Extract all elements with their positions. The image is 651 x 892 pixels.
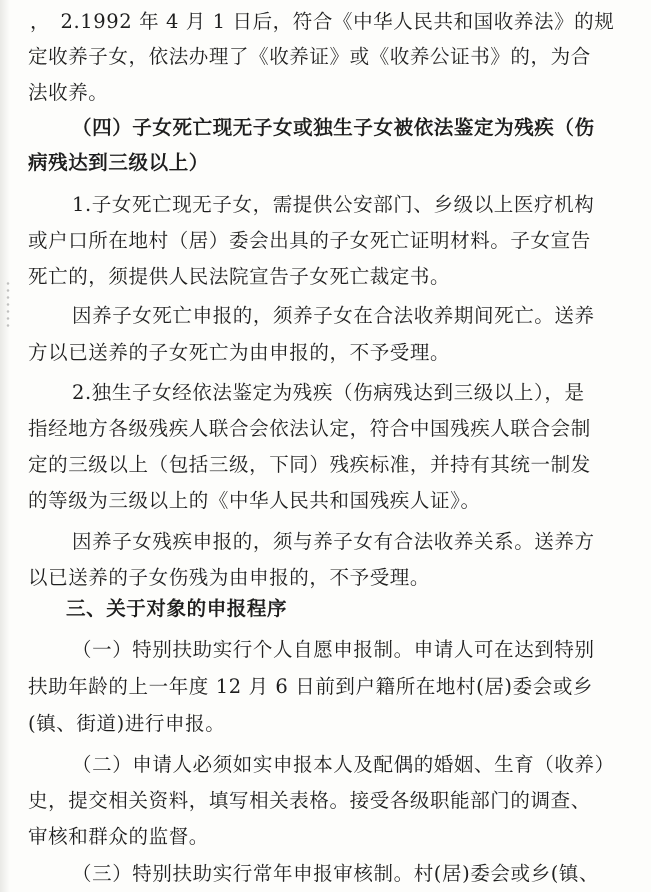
text-line-21: （二）申请人必须如实申报本人及配偶的婚姻、生育（收养） (72, 753, 615, 776)
text-line-3: 法收养。 (28, 81, 109, 104)
scan-edge-marks (6, 280, 10, 330)
section-heading-3: 三、关于对象的申报程序 (66, 597, 288, 620)
text-line-6: 1.子女死亡现无子女，需提供公安部门、乡级以上医疗机构 (72, 193, 595, 216)
text-line-20: (镇、街道)进行申报。 (28, 712, 226, 735)
section-heading-4-cont: 病残达到三级以上） (28, 151, 209, 174)
text-line-9: 因养子女死亡申报的，须养子女在合法收养期间死亡。送养 (72, 304, 595, 327)
text-line-1: ， 2.1992 年 4 月 1 日后，符合《中华人民共和国收养法》的规 (30, 10, 615, 33)
text-line-14: 的等级为三级以上的《中华人民共和国残疾人证》。 (28, 489, 481, 512)
text-line-12: 指经地方各级残疾人联合会依法认定，符合中国残疾人联合会制 (28, 417, 591, 440)
text-line-23: 审核和群众的监督。 (28, 825, 209, 848)
section-heading-4: （四）子女死亡现无子女或独生子女被依法鉴定为残疾（伤 (72, 116, 595, 139)
text-line-18: （一）特别扶助实行个人自愿申报制。申请人可在达到特别 (72, 638, 595, 661)
text-line-11: 2.独生子女经依法鉴定为残疾（伤病残达到三级以上），是 (72, 381, 585, 404)
text-line-8: 死亡的，须提供人民法院宣告子女死亡裁定书。 (28, 265, 451, 288)
text-line-24: （三）特别扶助实行常年申报审核制。村(居)委会或乡(镇、 (72, 862, 600, 885)
text-line-2: 定收养子女，依法办理了《收养证》或《收养公证书》的，为合 (28, 45, 591, 68)
text-line-7: 或户口所在地村（居）委会出具的子女死亡证明材料。子女宣告 (28, 229, 591, 252)
text-line-19: 扶助年龄的上一年度 12 月 6 日前到户籍所在地村(居)委会或乡 (28, 675, 594, 698)
text-line-22: 史，提交相关资料，填写相关表格。接受各级职能部门的调查、 (28, 789, 591, 812)
text-line-13: 定的三级以上（包括三级，下同）残疾标准，并持有其统一制发 (28, 453, 591, 476)
text-line-15: 因养子女残疾申报的，须与养子女有合法收养关系。送养方 (72, 530, 595, 553)
text-line-10: 方以已送养的子女死亡为由申报的，不予受理。 (28, 341, 451, 364)
text-line-16: 以已送养的子女伤残为由申报的，不予受理。 (28, 566, 431, 589)
scan-edge-shadow (0, 0, 10, 892)
